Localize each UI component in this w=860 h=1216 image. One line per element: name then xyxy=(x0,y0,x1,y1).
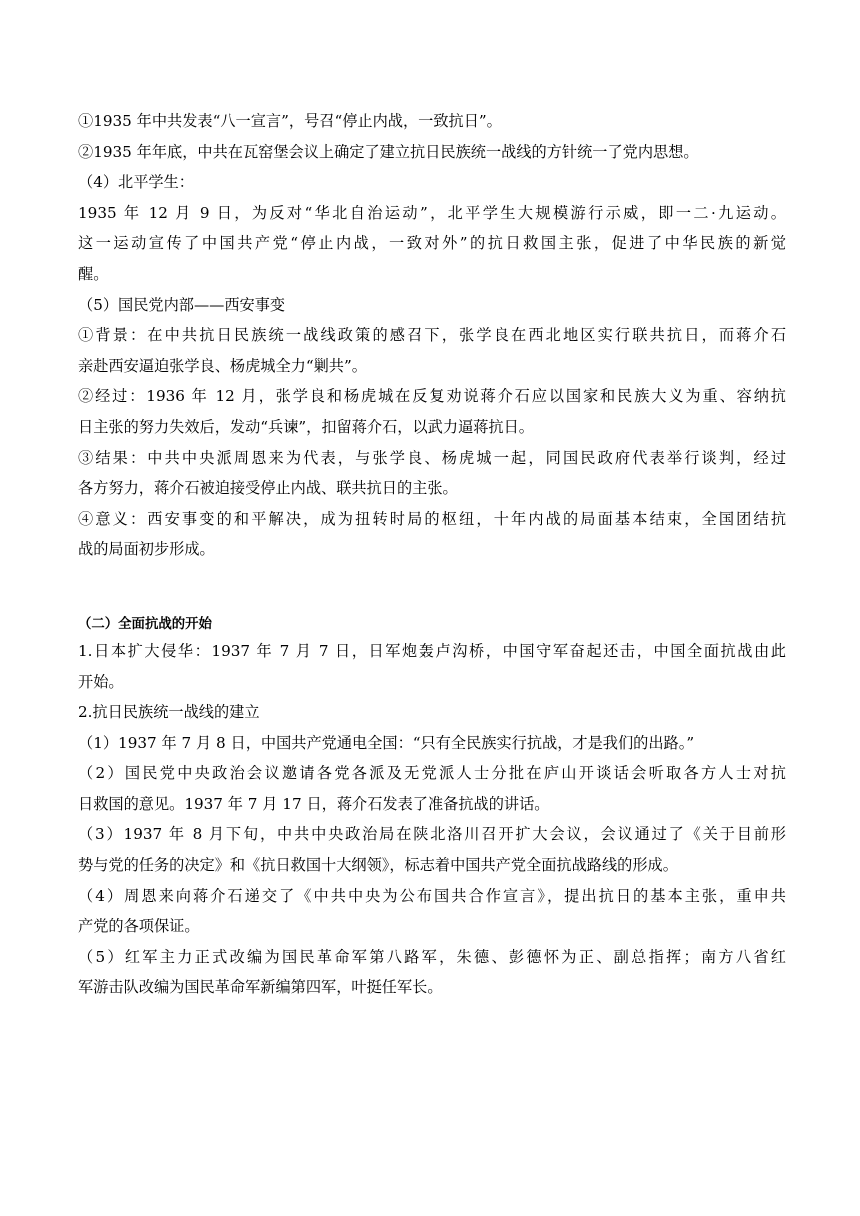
paragraph-line: 日主张的努力失效后，发动“兵谏”，扣留蒋介石，以武力逼蒋抗日。 xyxy=(78,417,534,436)
paragraph-line: 1935 年 12 月 9 日，为反对“华北自治运动”，北平学生大规模游行示威，即一二·九运动。 xyxy=(78,203,786,222)
subheading-united-front: 2.抗日民族统一战线的建立 xyxy=(78,703,260,722)
paragraph-line: 亲赴西安逼迫张学良、杨虎城全力“剿共”。 xyxy=(78,356,367,375)
subheading-beiping-students: （4）北平学生： xyxy=(78,173,194,192)
paragraph-line: 产党的各项保证。 xyxy=(78,917,200,936)
paragraph-line: ①1935 年中共发表“八一宣言”，号召“停止内战，一致抗日”。 xyxy=(78,112,502,130)
paragraph-line: （5）红军主力正式改编为国民革命军第八路军，朱德、彭德怀为正、副总指挥；南方八省红 xyxy=(78,947,786,966)
paragraph-line: ③结果：中共中央派周恩来为代表，与张学良、杨虎城一起，同国民政府代表举行谈判，经过 xyxy=(78,448,786,467)
paragraph-line: 这一运动宣传了中国共产党“停止内战，一致对外”的抗日救国主张，促进了中华民族的新觉 xyxy=(78,234,786,253)
document-body xyxy=(78,106,786,1003)
section-title: （二）全面抗战的开始 xyxy=(78,616,212,632)
paragraph-line: 各方努力，蒋介石被迫接受停止内战、联共抗日的主张。 xyxy=(78,479,458,498)
paragraph-line: （2）国民党中央政治会议邀请各党各派及无党派人士分批在庐山开谈话会听取各方人士对抗 xyxy=(78,764,786,783)
paragraph-line: 战的局面初步形成。 xyxy=(78,540,215,559)
paragraph-line: （4）周恩来向蒋介石递交了《中共中央为公布国共合作宣言》，提出抗日的基本主张，重申共 xyxy=(78,886,786,905)
paragraph-line: （1）1937 年 7 月 8 日，中国共产党通电全国：“只有全民族实行抗战，才是我们的出路。” xyxy=(78,733,695,752)
paragraph-line: （3）1937 年 8 月下旬，中共中央政治局在陕北洛川召开扩大会议，会议通过了《关于目前形 xyxy=(78,825,786,844)
paragraph-line: 开始。 xyxy=(78,672,124,691)
paragraph-line: 醒。 xyxy=(78,264,109,283)
paragraph-line: ②经过：1936 年 12 月，张学良和杨虎城在反复劝说蒋介石应以国家和民族大义为重、容纳抗 xyxy=(78,387,786,406)
subheading-xian-incident: （5）国民党内部——西安事变 xyxy=(78,295,286,314)
paragraph-line: 1.日本扩大侵华：1937 年 7 月 7 日，日军炮轰卢沟桥，中国守军奋起还击，中国全面抗战由此 xyxy=(78,641,786,660)
paragraph-line: 日救国的意见。1937 年 7 月 17 日，蒋介石发表了准备抗战的讲话。 xyxy=(78,794,550,813)
paragraph-line: ②1935 年年底，中共在瓦窑堡会议上确定了建立抗日民族统一战线的方针统一了党内思想。 xyxy=(78,142,699,161)
paragraph-line: 军游击队改编为国民革命军新编第四军，叶挺任军长。 xyxy=(78,978,443,997)
paragraph-line: ④意义：西安事变的和平解决，成为扭转时局的枢纽，十年内战的局面基本结束，全国团结抗 xyxy=(78,509,786,528)
section-spacer xyxy=(78,565,786,612)
paragraph-line: ①背景：在中共抗日民族统一战线政策的感召下，张学良在西北地区实行联共抗日，而蒋介石 xyxy=(78,326,786,345)
paragraph-line: 势与党的任务的决定》和《抗日救国十大纲领》，标志着中国共产党全面抗战路线的形成。 xyxy=(78,856,678,875)
